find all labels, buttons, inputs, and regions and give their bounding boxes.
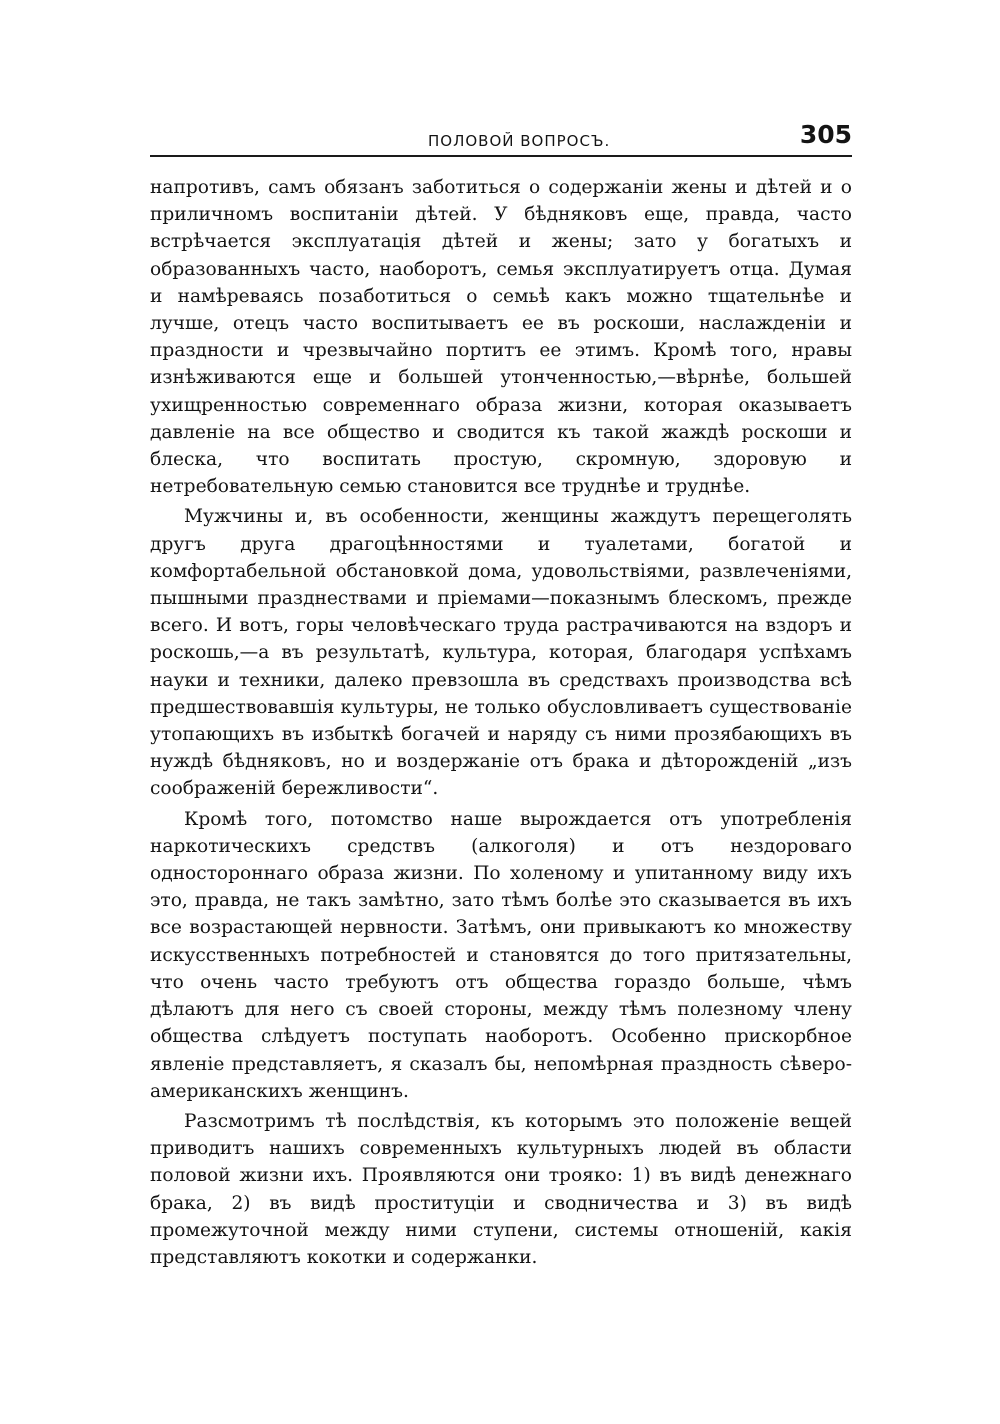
- paragraph-1: напротивъ, самъ обязанъ заботиться о содержанiи жены и дѣтей и о приличномъ воспитанiи дѣтей. У бѣдняковъ еще, правда, часто встрѣчается эксплуатацiя дѣтей и жены; зато у богатыхъ и образованныхъ часто, наоборотъ, семья эксплуатируетъ отца. Думая и намѣреваясь позаботиться о семьѣ какъ можно тщательнѣе и лучше, отецъ часто воспитываетъ ее въ роскоши, наслажденiи и праздности и чрезвычайно портитъ ее этимъ. Кромѣ того, нравы изнѣживаются еще и большей утонченностью,—вѣрнѣе, большей ухищренностью современнаго образа жизни, которая оказываетъ давленiе на все общество и сводится къ такой жаждѣ роскоши и блеска, что воспитать простую, скромную, здоровую и нетребовательную семью становится все труднѣе и труднѣе.: [150, 177, 852, 498]
- paragraph-3: Кромѣ того, потомство наше вырождается отъ употребленiя наркотическихъ средствъ (алкоголя) и отъ нездороваго одностороннаго образа жизни. По холеному и упитанному виду ихъ это, правда, не такъ замѣтно, зато тѣмъ болѣе это сказывается въ ихъ все возрастающей нервности. Затѣмъ, они привыкаютъ ко множеству искусственныхъ потребностей и становятся до того притязательны, что очень часто требуютъ отъ общества гораздо больше, чѣмъ дѣлаютъ для него съ своей стороны, между тѣмъ полезному члену общества слѣдуетъ поступать наоборотъ. Особенно прискорбное явленiе представляетъ, я сказалъ бы, непомѣрная праздность сѣверо-американскихъ женщинъ.: [150, 808, 852, 1102]
- header-rule: [150, 155, 852, 157]
- page-number: 305: [799, 120, 852, 149]
- paragraph-4: Разсмотримъ тѣ послѣдствiя, къ которымъ это положенiе вещей приводитъ нашихъ современныхъ культурныхъ людей въ области половой жизни ихъ. Проявляются они трояко: 1) въ видѣ денежнаго брака, 2) въ видѣ проституцiи и сводничества и 3) въ видѣ промежуточной между ними ступени, системы отношенiй, какiя представляютъ кокотки и содержанки.: [150, 1110, 852, 1268]
- book-page: [150, 118, 852, 1271]
- page-header: [150, 118, 852, 158]
- running-head: ПОЛОВОЙ ВОПРОСЪ.: [428, 132, 611, 150]
- body-text: [150, 174, 852, 1271]
- paragraph-2: Мужчины и, въ особенности, женщины жаждутъ перещеголять другъ друга драгоцѣнностями и туалетами, богатой и комфортабельной обстановкой дома, удовольствiями, развлеченiями, пышными празднествами и прiемами—показнымъ блескомъ, прежде всего. И вотъ, горы человѣческаго труда растрачиваются на вздоръ и роскошь,—а въ результатѣ, культура, которая, благодаря успѣхамъ науки и техники, далеко превзошла въ средствахъ производства всѣ предшествовавшiя культуры, не только обусловливаетъ существованiе утопающихъ въ избыткѣ богачей и наряду съ ними прозябающихъ въ нуждѣ бѣдняковъ, но и воздержанiе отъ брака и дѣторожденiй „изъ соображенiй бережливости“.: [150, 506, 852, 800]
